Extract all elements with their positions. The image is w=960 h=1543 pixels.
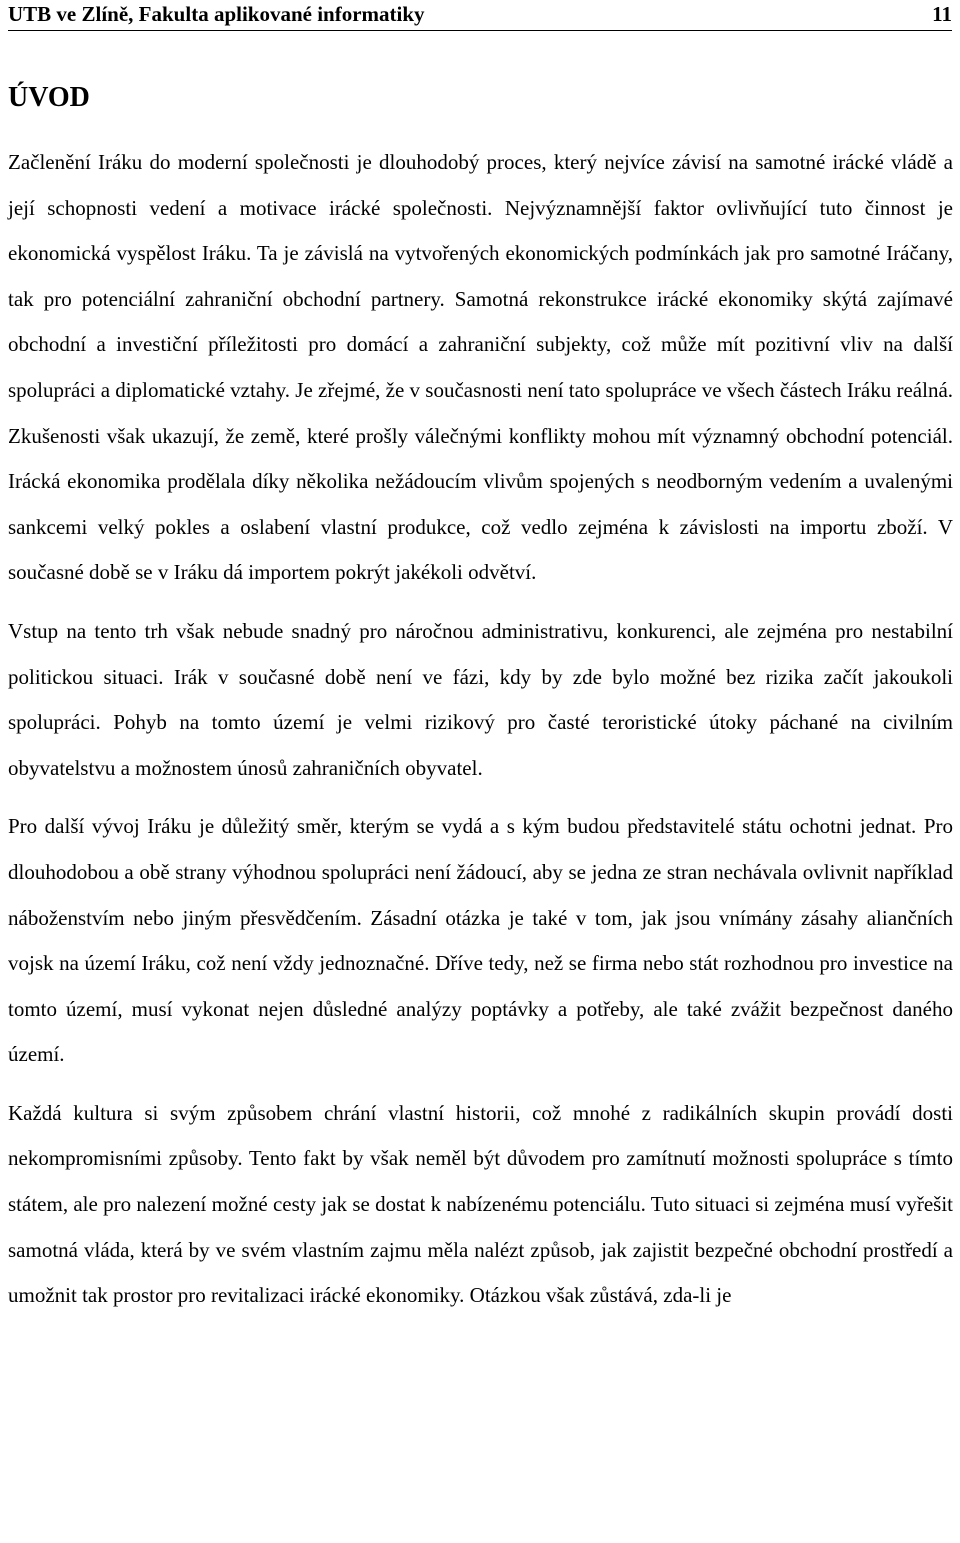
- paragraph-4: Každá kultura si svým způsobem chrání vlastní historii, což mnohé z radikálních skupin provádí dosti nekompromisními způsoby. Tento fakt by však neměl být důvodem pro zamítnutí možnosti spolupráce s tímto státem, ale pro nalezení možné cesty jak se dostat k nabízenému potenciálu. Tuto situaci si zejména musí vyřešit samotná vláda, která by ve svém vlastním zajmu měla nalézt způsob, jak zajistit bezpečné obchodní prostředí a umožnit tak prostor pro revitalizaci irácké ekonomiky. Otázkou však zůstává, zda-li je: [8, 1100, 953, 1308]
- chapter-title: ÚVOD: [8, 82, 90, 113]
- paragraph-1: Začlenění Iráku do moderní společnosti je dlouhodobý proces, který nejvíce závisí na samotné irácké vládě a její schopnosti vedení a motivace irácké společnosti. Nejvýznamnější faktor ovlivňující tuto činnost je ekonomická vyspělost Iráku. Ta je závislá na vytvořených ekonomických podmínkách jak pro samotné Iráčany, tak pro potenciální zahraniční obchodní partnery. Samotná rekonstrukce irácké ekonomiky skýtá zajímavé obchodní a investiční příležitosti pro domácí a zahraniční subjekty, což může mít pozitivní vliv na další spolupráci a diplomatické vztahy. Je zřejmé, že v současnosti není tato spolupráce ve všech částech Iráku reálná. Zkušenosti však ukazují, že země, které prošly válečnými konflikty mohou mít významný obchodní potenciál. Irácká ekonomika prodělala díky několika nežádoucím vlivům spojených s neodborným vedením a uvalenými sankcemi velký pokles a oslabení vlastní produkce, což vedlo zejména k závislosti na importu zboží. V současné době se v Iráku dá importem pokrýt jakékoli odvětví.: [8, 150, 954, 585]
- body-text: [8, 140, 953, 1332]
- paragraph-3: Pro další vývoj Iráku je důležitý směr, kterým se vydá a s kým budou představitelé státu ochotni jednat. Pro dlouhodobou a obě strany výhodnou spolupráci není žádoucí, aby se jedna ze stran nechávala ovlivnit například náboženstvím nebo jiným přesvědčením. Zásadní otázka je také v tom, jak jsou vnímány zásahy aliančních vojsk na území Iráku, což není vždy jednoznačné. Dříve tedy, než se firma nebo stát rozhodnou pro investice na tomto území, musí vykonat nejen důsledné analýzy poptávky a potřeby, ale také zvážit bezpečnost daného území.: [8, 814, 953, 1067]
- header-school-name: UTB ve Zlíně, Fakultа aplikované informatiky: [8, 2, 425, 26]
- running-header: [8, 0, 952, 31]
- paragraph-2: Vstup na tento trh však nebude snadný pro náročnou administrativu, konkurenci, ale zejména pro nestabilní politickou situaci. Irák v současné době není ve fázi, kdy by zde bylo možné bez rizika začít jakoukoli spolupráci. Pohyb na tomto území je velmi rizikový pro časté teroristické útoky páchané na civilním obyvatelstvu a možnostem únosů zahraničních obyvatel.: [8, 618, 953, 780]
- header-page-number: 11: [932, 2, 952, 26]
